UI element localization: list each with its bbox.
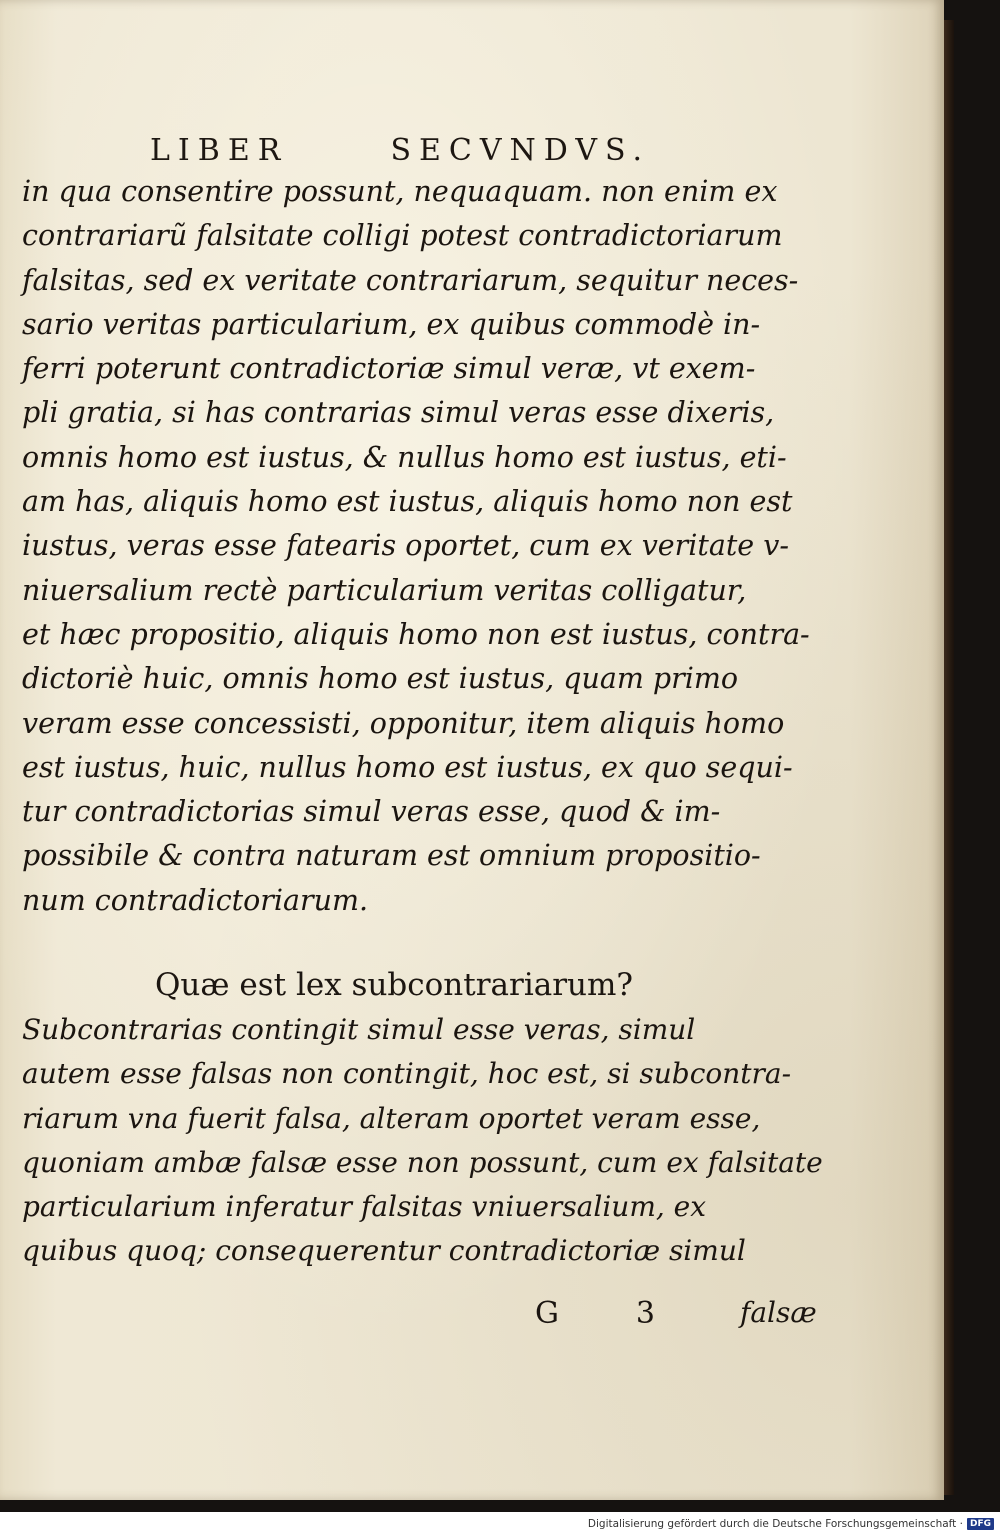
- text-line: riarum vna fuerit falsa, alteram oportet veram esse,: [22, 1101, 761, 1135]
- text-line: veram esse concessisti, opponitur, item aliquis homo: [22, 706, 785, 740]
- catchword: falsæ: [740, 1296, 817, 1329]
- text-line: iustus, veras esse fatearis oportet, cum ex veritate v-: [22, 529, 789, 563]
- text-line: tur contradictorias simul veras esse, quod & im-: [22, 795, 721, 829]
- text-line: contrariarũ falsitate colligi potest contradictoriarum: [22, 219, 783, 253]
- text-line: et hæc propositio, aliquis homo non est iustus, contra-: [22, 617, 810, 651]
- signature-mark: [535, 1296, 655, 1331]
- text-line: quoniam ambæ falsæ esse non possunt, cum ex falsitate: [22, 1145, 823, 1179]
- text-line: ferri poterunt contradictoriæ simul veræ, vt exem-: [22, 352, 756, 386]
- text-line: niuersalium rectè particularium veritas colligatur,: [22, 573, 747, 607]
- text-line: falsitas, sed ex veritate contrariarum, sequitur neces-: [22, 263, 799, 297]
- text-line: num contradictoriarum.: [22, 883, 369, 917]
- signature-number: 3: [635, 1296, 655, 1331]
- digitization-credit: [588, 1518, 994, 1530]
- text-line: autem esse falsas non contingit, hoc est, si subcontra-: [22, 1057, 792, 1091]
- section-question: Quæ est lex subcontrariarum?: [155, 967, 634, 1003]
- dfg-logo-icon: DFG: [967, 1518, 994, 1530]
- text-line: possibile & contra naturam est omnium propositio-: [22, 839, 761, 873]
- text-line: est iustus, huic, nullus homo est iustus, ex quo sequi-: [22, 750, 793, 784]
- text-line: omnis homo est iustus, & nullus homo est iustus, eti-: [22, 440, 787, 474]
- text-line: in qua consentire possunt, nequaquam. non enim ex: [22, 175, 778, 208]
- text-line: dictoriè huic, omnis homo est iustus, quam primo: [22, 662, 739, 696]
- text-line: quibus quoq; consequerentur contradictoriæ simul: [22, 1234, 746, 1268]
- text-line: Subcontrarias contingit simul esse veras, simul: [22, 1013, 696, 1046]
- signature-letter: G: [535, 1296, 559, 1331]
- credit-text: Digitalisierung gefördert durch die Deutsche Forschungsgemeinschaft ·: [587, 1518, 963, 1530]
- text-line: particularium inferatur falsitas vniuersalium, ex: [22, 1190, 707, 1224]
- header-right: SECVNDVS.: [390, 132, 650, 168]
- body-text: [22, 170, 810, 923]
- running-header: [150, 128, 650, 172]
- header-left: LIBER: [150, 132, 289, 168]
- text-line: sario veritas particularium, ex quibus commodè in-: [22, 307, 761, 341]
- text-line: pli gratia, si has contrarias simul veras esse dixeris,: [22, 396, 775, 430]
- answer-text: [22, 1008, 823, 1274]
- text-line: am has, aliquis homo est iustus, aliquis homo non est: [22, 485, 793, 519]
